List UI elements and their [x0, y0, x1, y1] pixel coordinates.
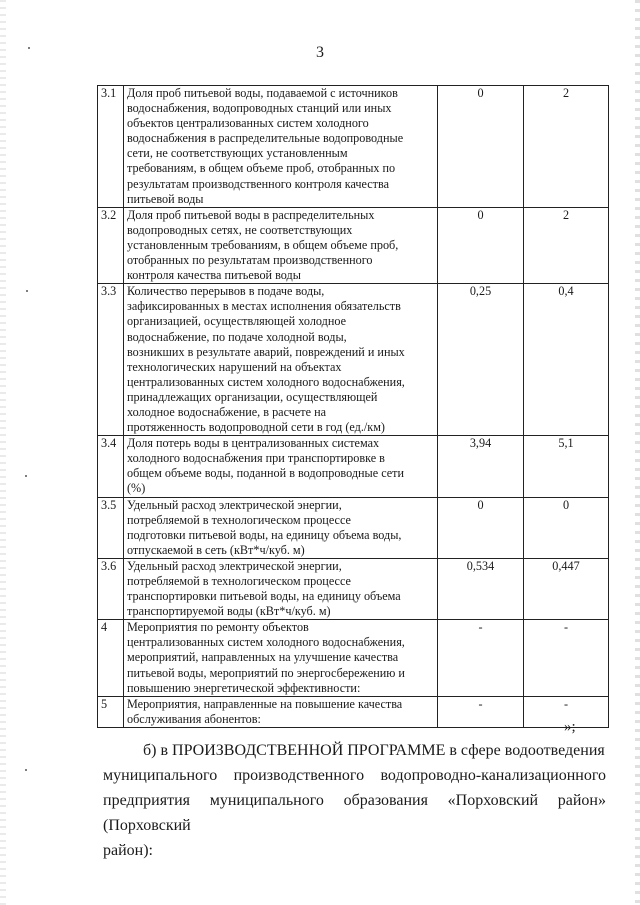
row-value-1: 0	[438, 86, 524, 208]
description-line: принадлежащих организации, осуществляющей	[127, 389, 378, 404]
table-row	[98, 284, 609, 436]
description-line: организацией, осуществляющей холодное	[127, 314, 347, 329]
description-line: транспортировки питьевой воды, на единицу объема	[127, 589, 401, 604]
row-value-1: 0	[438, 207, 524, 283]
description-line: возникших в результате аварий, повреждений и иных	[127, 344, 405, 359]
row-number: 3.3	[98, 284, 124, 436]
description-line: водопроводных сетях, не соответствующих	[127, 222, 353, 237]
table-row	[98, 436, 609, 497]
paragraph-line: район):	[103, 842, 153, 859]
description-line: Мероприятия по ремонту объектов	[127, 620, 309, 635]
description-line: Количество перерывов в подаче воды,	[127, 284, 325, 299]
description-line: водоснабжения, водопроводных станций или иных	[127, 101, 392, 116]
description-line: питьевой воды	[127, 191, 204, 206]
row-description	[124, 284, 438, 436]
description-line: (%)	[127, 481, 146, 496]
description-line: установленным требованиям, в общем объеме проб,	[127, 237, 399, 252]
row-description	[124, 497, 438, 558]
row-value-2: 2	[524, 86, 609, 208]
scan-left-edge	[0, 0, 6, 905]
table-row	[98, 207, 609, 283]
row-value-1: 0	[438, 497, 524, 558]
description-line: объектов централизованных систем холодного	[127, 116, 369, 131]
scan-right-edge	[635, 0, 640, 905]
description-line: Доля проб питьевой воды, подаваемой с источников	[127, 86, 398, 100]
paragraph-line: муниципального производственного водопроводно-канализационного	[103, 767, 606, 784]
description-line: Удельный расход электрической энергии,	[127, 497, 342, 512]
description-line: водоснабжение, по подаче холодной воды,	[127, 329, 347, 344]
description-line: потребляемой в технологическом процессе	[127, 574, 351, 588]
description-line: водоснабжения в распределительные водопроводные	[127, 131, 404, 146]
program-paragraph	[103, 738, 606, 863]
description-line: Удельный расход электрической энергии,	[127, 558, 342, 573]
row-description	[124, 620, 438, 696]
row-value-2: 0,447	[524, 558, 609, 619]
description-line: Мероприятия, направленные на повышение качества	[127, 696, 403, 711]
description-line: питьевой воды, мероприятий по энергосбережению и	[127, 665, 405, 680]
description-line: отобранных по результатам производственного	[127, 253, 373, 268]
row-value-1: 0,25	[438, 284, 524, 436]
row-number: 4	[98, 620, 124, 696]
description-line: повышению энергетической эффективности:	[127, 680, 361, 695]
row-number: 3.2	[98, 207, 124, 283]
row-value-2: 0	[524, 497, 609, 558]
row-description	[124, 207, 438, 283]
scan-speck	[26, 290, 28, 292]
row-value-2: 0,4	[524, 284, 609, 436]
row-value-1: -	[438, 620, 524, 696]
page-number: 3	[316, 44, 324, 61]
indicators-table	[97, 85, 609, 728]
description-line: потребляемой в технологическом процессе	[127, 512, 351, 527]
table-row	[98, 497, 609, 558]
row-number: 3.5	[98, 497, 124, 558]
description-line: холодного водоснабжения при транспортировке в	[127, 451, 385, 466]
row-number: 5	[98, 696, 124, 727]
scan-speck	[25, 475, 27, 477]
row-value-1: 0,534	[438, 558, 524, 619]
description-line: требованиям, в общем объеме проб, отобранных по	[127, 161, 396, 176]
scan-speck	[25, 769, 27, 771]
description-line: централизованных систем холодного водоснабжения,	[127, 635, 405, 650]
row-description	[124, 86, 438, 208]
row-number: 3.1	[98, 86, 124, 208]
paragraph-line: предприятия муниципального образования «Порховский район» (Порховский	[103, 792, 606, 834]
description-line: отпускаемой в сеть (кВт*ч/куб. м)	[127, 542, 305, 557]
table-row	[98, 558, 609, 619]
description-line: протяженность водопроводной сети в год (ед./км)	[127, 420, 385, 435]
row-value-2: 2	[524, 207, 609, 283]
row-description	[124, 696, 438, 727]
description-line: общем объеме воды, поданной в водопроводные сети	[127, 466, 405, 481]
row-number: 3.6	[98, 558, 124, 619]
description-line: Доля потерь воды в централизованных системах	[127, 436, 380, 451]
description-line: технологических нарушений на объектах	[127, 359, 342, 374]
description-line: мероприятий, направленных на улучшение качества	[127, 650, 399, 665]
closing-quote: »;	[564, 719, 576, 735]
description-line: сети, не соответствующих установленным	[127, 146, 348, 161]
description-line: транспортируемой воды (кВт*ч/куб. м)	[127, 604, 331, 619]
row-value-1: -	[438, 696, 524, 727]
description-line: контроля качества питьевой воды	[127, 268, 301, 283]
table-row	[98, 86, 609, 208]
description-line: централизованных систем холодного водоснабжения,	[127, 374, 405, 389]
row-value-2: -	[524, 620, 609, 696]
description-line: холодное водоснабжение, в расчете на	[127, 404, 326, 419]
description-line: подготовки питьевой воды, на единицу объема воды,	[127, 527, 402, 542]
row-value-2: 5,1	[524, 436, 609, 497]
description-line: обслуживания абонентов:	[127, 711, 261, 726]
row-value-2: -	[524, 696, 609, 727]
paragraph-line: б) в ПРОИЗВОДСТВЕННОЙ ПРОГРАММЕ в сфере водоотведения	[143, 742, 605, 759]
row-description	[124, 436, 438, 497]
description-line: Доля проб питьевой воды в распределительных	[127, 207, 375, 222]
row-value-1: 3,94	[438, 436, 524, 497]
description-line: результатам производственного контроля качества	[127, 176, 390, 191]
table-row	[98, 620, 609, 696]
description-line: зафиксированных в местах исполнения обязательств	[127, 299, 401, 314]
row-description	[124, 558, 438, 619]
row-number: 3.4	[98, 436, 124, 497]
table-row	[98, 696, 609, 727]
